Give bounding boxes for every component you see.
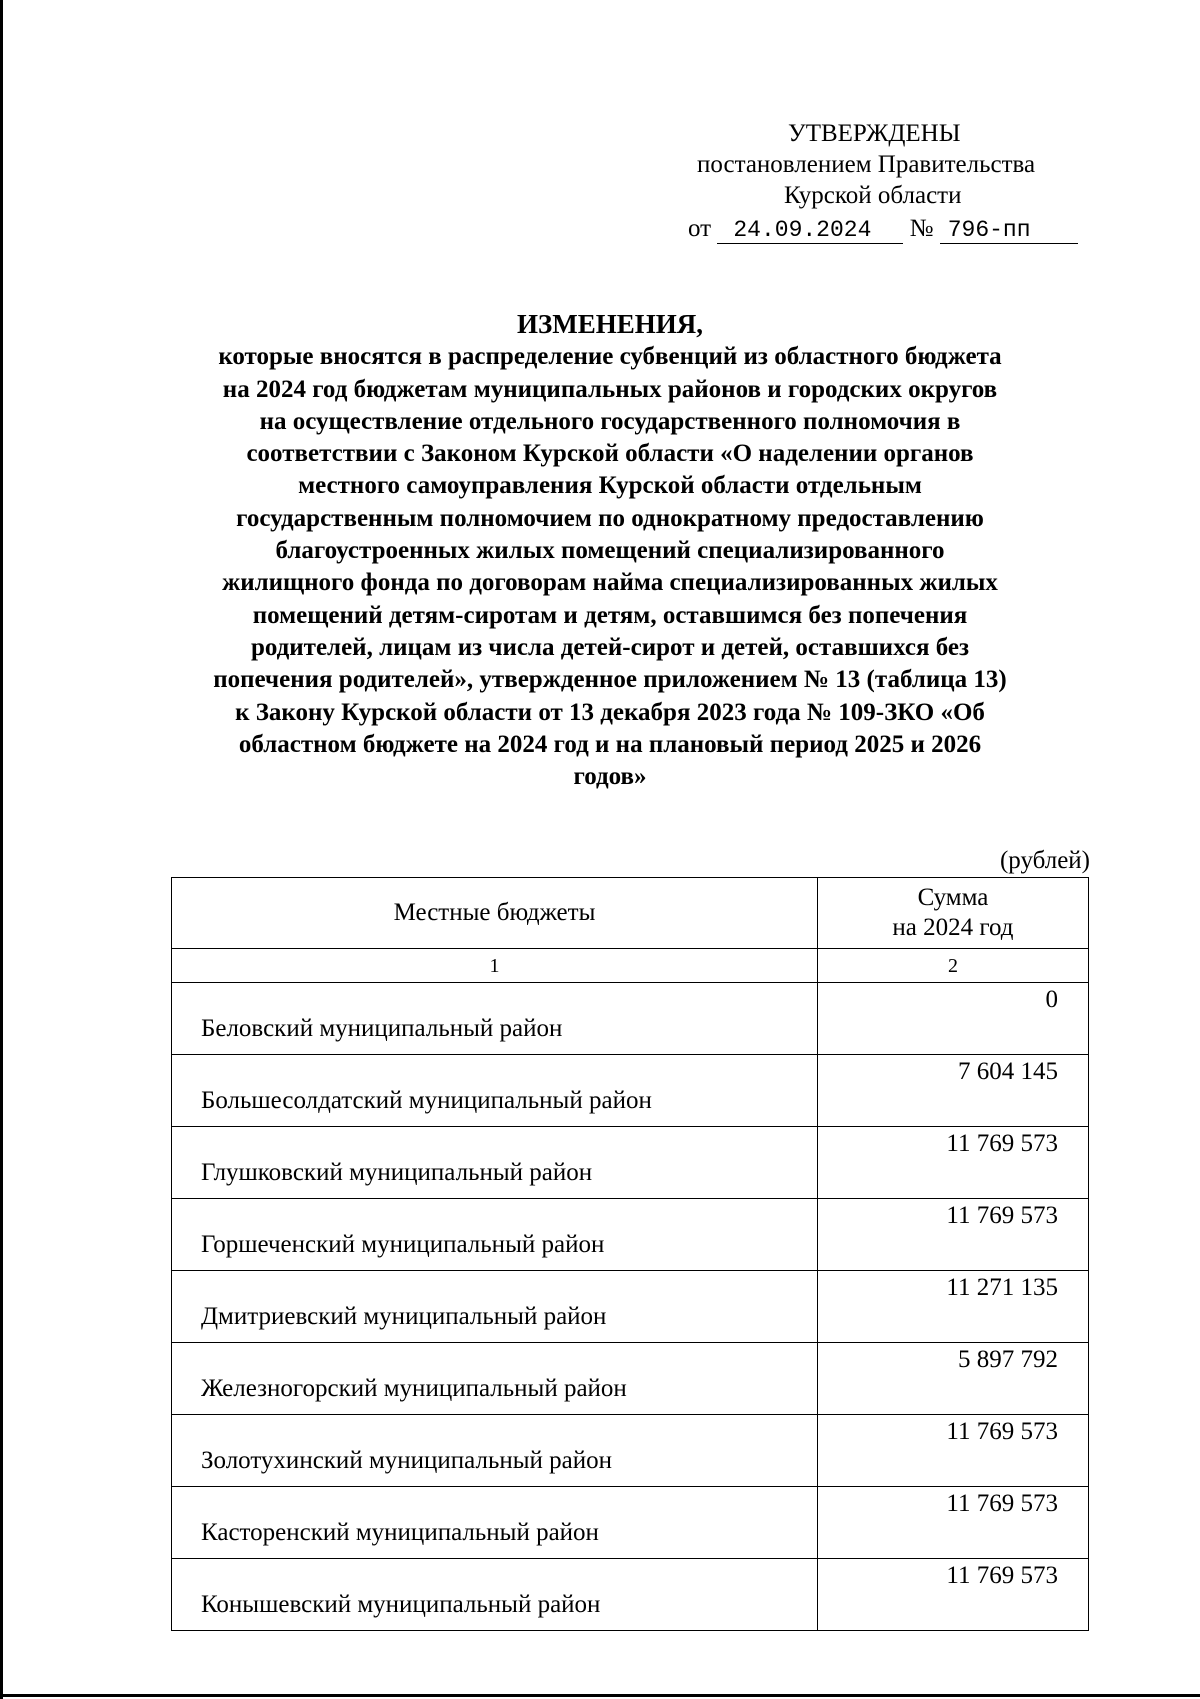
table-row bbox=[172, 1127, 1089, 1199]
budget-amount: 0 bbox=[817, 983, 1088, 1055]
table-row bbox=[172, 1271, 1089, 1343]
table-row bbox=[172, 1559, 1089, 1631]
table-row bbox=[172, 1415, 1089, 1487]
budget-name: Конышевский муниципальный район bbox=[172, 1559, 818, 1631]
title-line: местного самоуправления Курской области отдельным bbox=[298, 472, 922, 500]
budget-amount: 11 769 573 bbox=[817, 1415, 1088, 1487]
table-header-row bbox=[172, 878, 1089, 949]
table-row bbox=[172, 1055, 1089, 1127]
budget-amount: 11 769 573 bbox=[817, 1487, 1088, 1559]
column-number-1: 1 bbox=[172, 949, 818, 983]
title-line: к Закону Курской области от 13 декабря 2023 года № 109-ЗКО «Об bbox=[235, 698, 985, 726]
table-row bbox=[172, 1487, 1089, 1559]
title-line: жилищного фонда по договорам найма специализированных жилых bbox=[222, 569, 998, 597]
title-line: которые вносятся в распределение субвенций из областного бюджета bbox=[218, 343, 1002, 371]
column-number-row bbox=[172, 949, 1089, 983]
number-value: 796-пп bbox=[940, 218, 1078, 244]
header-amount-line-1: Сумма bbox=[917, 884, 989, 911]
column-number-2: 2 bbox=[817, 949, 1088, 983]
title-line: попечения родителей», утвержденное приложением № 13 (таблица 13) bbox=[213, 666, 1007, 694]
title-line: на осуществление отдельного государственного полномочия в bbox=[259, 407, 961, 435]
date-value: 24.09.2024 bbox=[717, 218, 903, 244]
header-amount-line-2: на 2024 год bbox=[892, 914, 1014, 941]
title-line: родителей, лицам из числа детей-сирот и детей, оставшихся без bbox=[250, 633, 970, 661]
budget-name: Большесолдатский муниципальный район bbox=[172, 1055, 818, 1127]
approval-line-3: Курской области bbox=[784, 182, 962, 209]
budget-amount: 11 769 573 bbox=[817, 1127, 1088, 1199]
title-line: областном бюджете на 2024 год и на плановый период 2025 и 2026 bbox=[238, 730, 982, 758]
document-heading: ИЗМЕНЕНИЯ, bbox=[516, 309, 703, 339]
table-row bbox=[172, 1199, 1089, 1271]
header-local-budgets: Местные бюджеты bbox=[172, 878, 818, 949]
budget-amount: 11 769 573 bbox=[817, 1559, 1088, 1631]
approval-block bbox=[660, 118, 1100, 244]
table-row bbox=[172, 1343, 1089, 1415]
budget-name: Горшеченский муниципальный район bbox=[172, 1199, 818, 1271]
approval-line-2: постановлением Правительства bbox=[697, 151, 1036, 178]
table-row bbox=[172, 983, 1089, 1055]
approval-date-line bbox=[660, 213, 1100, 244]
title-line: государственным полномочием по однократному предоставлению bbox=[236, 504, 984, 532]
date-prefix: от bbox=[688, 215, 712, 242]
budget-name: Глушковский муниципальный район bbox=[172, 1127, 818, 1199]
page-edge-left bbox=[0, 0, 3, 1699]
budget-name: Беловский муниципальный район bbox=[172, 983, 818, 1055]
page-edge-bottom bbox=[0, 1694, 1200, 1697]
units-label: (рублей) bbox=[999, 847, 1090, 874]
approval-title: УТВЕРЖДЕНЫ bbox=[788, 120, 961, 147]
title-line: помещений детям-сиротам и детям, оставшимся без попечения bbox=[252, 601, 968, 629]
document-title-block bbox=[150, 308, 1070, 793]
title-line: годов» bbox=[573, 763, 647, 791]
budget-name: Дмитриевский муниципальный район bbox=[172, 1271, 818, 1343]
budget-amount: 5 897 792 bbox=[817, 1343, 1088, 1415]
header-amount bbox=[817, 878, 1088, 949]
title-line: благоустроенных жилых помещений специализированного bbox=[275, 537, 945, 565]
budget-name: Железногорский муниципальный район bbox=[172, 1343, 818, 1415]
budget-table bbox=[171, 877, 1089, 1631]
budget-amount: 11 271 135 bbox=[817, 1271, 1088, 1343]
budget-amount: 7 604 145 bbox=[817, 1055, 1088, 1127]
title-line: соответствии с Законом Курской области «О наделении органов bbox=[246, 440, 974, 468]
budget-amount: 11 769 573 bbox=[817, 1199, 1088, 1271]
number-prefix: № bbox=[909, 215, 934, 242]
title-line: на 2024 год бюджетам муниципальных районов и городских округов bbox=[222, 375, 998, 403]
budget-name: Золотухинский муниципальный район bbox=[172, 1415, 818, 1487]
budget-name: Касторенский муниципальный район bbox=[172, 1487, 818, 1559]
